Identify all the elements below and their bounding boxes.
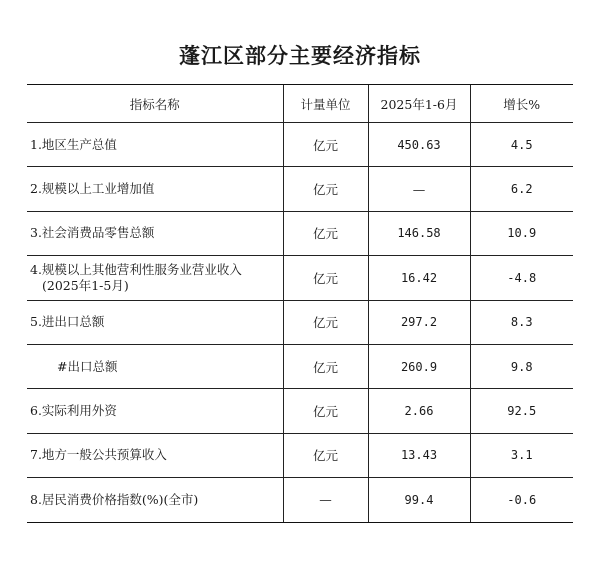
value-cell: 13.43 (368, 433, 470, 477)
table-row (27, 389, 573, 433)
indicator-name-text: 7.地方一般公共预算收入 (30, 447, 167, 463)
growth-cell: 3.1 (470, 433, 573, 477)
indicator-name-text: 5.进出口总额 (30, 314, 105, 330)
indicator-name (27, 167, 283, 211)
growth-cell: 4.5 (470, 123, 573, 167)
indicator-name (27, 123, 283, 167)
indicator-name-text: 1.地区生产总值 (30, 136, 117, 152)
page-title: 蓬江区部分主要经济指标 (179, 44, 421, 68)
table-row (27, 478, 573, 522)
value-cell: 99.4 (368, 478, 470, 522)
value-cell: 16.42 (368, 256, 470, 300)
economic-indicators-table (27, 84, 573, 523)
unit-cell: 亿元 (283, 344, 368, 388)
table-row (27, 300, 573, 344)
indicator-name (27, 344, 283, 388)
indicator-name (27, 256, 283, 300)
growth-cell: 9.8 (470, 344, 573, 388)
table-header-row (27, 85, 573, 123)
growth-cell: 8.3 (470, 300, 573, 344)
indicator-name-text: 2.规模以上工业增加值 (30, 181, 155, 197)
value-cell: 2.66 (368, 389, 470, 433)
unit-cell: 亿元 (283, 433, 368, 477)
indicator-name (27, 300, 283, 344)
value-cell: 260.9 (368, 344, 470, 388)
indicator-name (27, 433, 283, 477)
indicator-name-text: 4.规模以上其他营利性服务业营业收入 (30, 261, 242, 277)
growth-cell: -4.8 (470, 256, 573, 300)
header-growth: 增长% (470, 85, 573, 123)
indicator-name (27, 389, 283, 433)
value-cell: 450.63 (368, 123, 470, 167)
unit-cell: 亿元 (283, 300, 368, 344)
indicator-name-text: 8.居民消费价格指数(%)(全市) (30, 491, 199, 507)
table-row (27, 211, 573, 255)
table-row (27, 123, 573, 167)
unit-cell: 亿元 (283, 389, 368, 433)
unit-cell: — (283, 478, 368, 522)
unit-cell: 亿元 (283, 211, 368, 255)
value-cell: 146.58 (368, 211, 470, 255)
growth-cell: -0.6 (470, 478, 573, 522)
unit-cell: 亿元 (283, 123, 368, 167)
growth-cell: 92.5 (470, 389, 573, 433)
indicator-name (27, 211, 283, 255)
header-indicator-name: 指标名称 (27, 85, 283, 123)
unit-cell: 亿元 (283, 256, 368, 300)
value-cell: — (368, 167, 470, 211)
indicator-name (27, 478, 283, 522)
table-row (27, 344, 573, 388)
growth-cell: 10.9 (470, 211, 573, 255)
indicator-name-text: 3.社会消费品零售总额 (30, 225, 155, 241)
growth-cell: 6.2 (470, 167, 573, 211)
indicator-name-text: #出口总额 (57, 358, 118, 374)
table-row (27, 167, 573, 211)
value-cell: 297.2 (368, 300, 470, 344)
unit-cell: 亿元 (283, 167, 368, 211)
indicator-period-note: (2025年1-5月) (42, 277, 129, 293)
table-row (27, 256, 573, 300)
table-row (27, 433, 573, 477)
header-period: 2025年1-6月 (368, 85, 470, 123)
header-unit: 计量单位 (283, 85, 368, 123)
indicator-name-text: 6.实际利用外资 (30, 403, 117, 419)
